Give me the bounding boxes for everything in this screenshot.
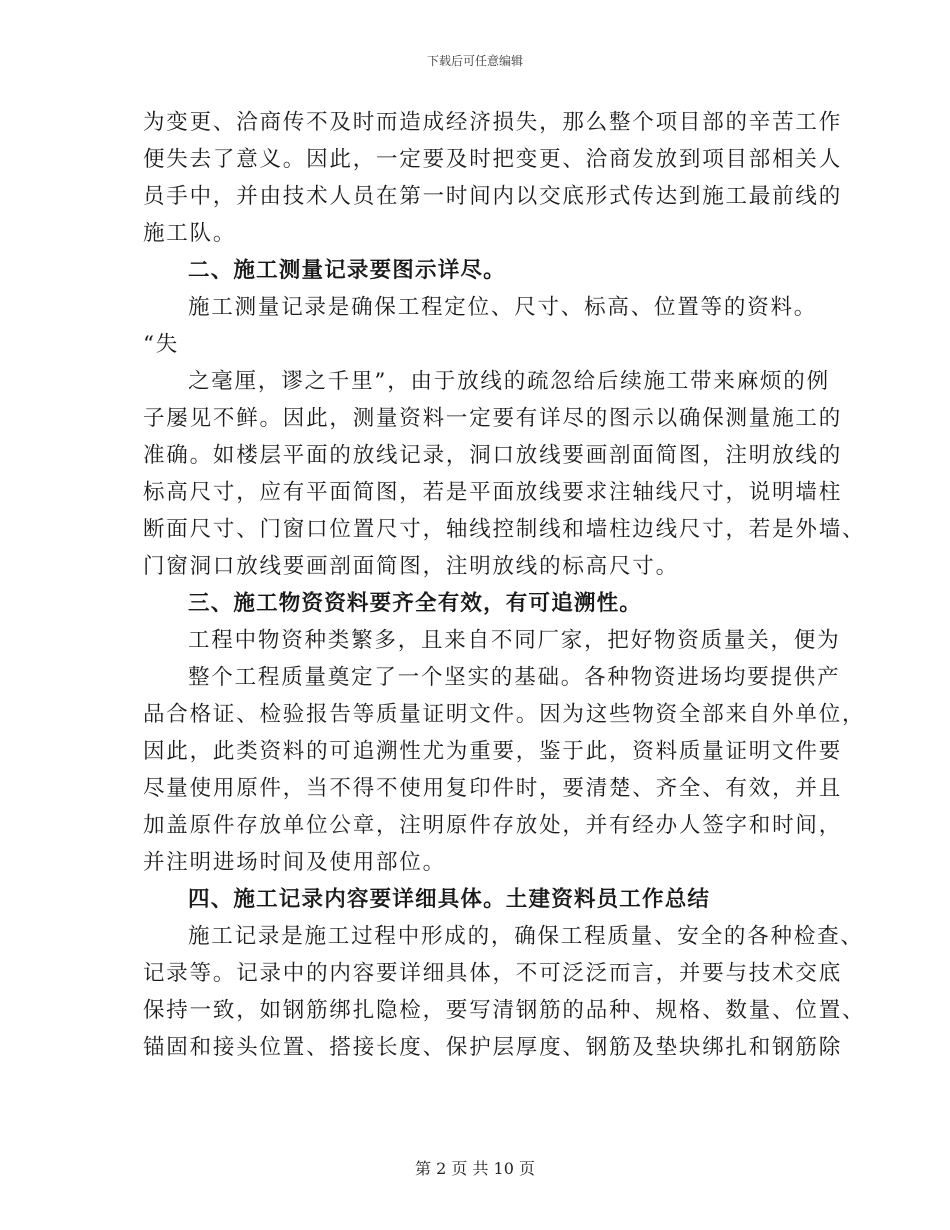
body-line: 保持一致，如钢筋绑扎隐检，要写清钢筋的品种、规格、数量、位置、 (143, 998, 866, 1023)
body-line: “失 (143, 332, 180, 357)
body-line: 工程中物资种类繁多，且来自不同厂家，把好物资质量关，便为 (188, 628, 841, 653)
section-heading: 二、施工测量记录要图示详尽。 (188, 258, 506, 283)
body-line: 员手中，并由技术人员在第一时间内以交底形式传达到施工最前线的 (143, 184, 843, 209)
body-line: 为变更、洽商传不及时而造成经济损失，那么整个项目部的辛苦工作 (143, 110, 843, 135)
body-line: 施工记录是施工过程中形成的，确保工程质量、安全的各种检查、 (188, 924, 864, 949)
body-line: 整个工程质量奠定了一个坚实的基础。各种物资进场均要提供产 (188, 665, 841, 690)
page-footer: 第 2 页 共 10 页 (415, 1159, 535, 1178)
body-line: 品合格证、检验报告等质量证明文件。因为这些物资全部来自外单位， (143, 702, 866, 727)
body-line: 施工测量记录是确保工程定位、尺寸、标高、位置等的资料。 (188, 295, 818, 320)
body-line: 准确。如楼层平面的放线记录，洞口放线要画剖面简图，注明放线的 (143, 443, 843, 468)
body-line: 断面尺寸、门窗口位置尺寸，轴线控制线和墙柱边线尺寸，若是外墙、 (143, 517, 866, 542)
body-line: 并注明进场时间及使用部位。 (143, 850, 446, 875)
body-line: 标高尺寸，应有平面简图，若是平面放线要求注轴线尺寸，说明墙柱 (143, 480, 843, 505)
body-line: 施工队。 (143, 221, 237, 246)
body-line: 加盖原件存放单位公章，注明原件存放处，并有经办人签字和时间， (143, 813, 843, 838)
body-line: 锚固和接头位置、搭接长度、保护层厚度、钢筋及垫块绑扎和钢筋除 (143, 1035, 843, 1060)
body-line: 门窗洞口放线要画剖面简图，注明放线的标高尺寸。 (143, 554, 679, 579)
body-line: 之毫厘，谬之千里”，由于放线的疏忽给后续施工带来麻烦的例 (188, 369, 830, 394)
body-line: 记录等。记录中的内容要详细具体，不可泛泛而言，并要与技术交底 (143, 961, 843, 986)
page-header: 下载后可任意编辑 (426, 54, 523, 68)
body-line: 因此，此类资料的可追溯性尤为重要，鉴于此，资料质量证明文件要 (143, 739, 843, 764)
section-heading: 四、施工记录内容要详细具体。土建资料员工作总结 (188, 887, 711, 912)
section-heading: 三、施工物资资料要齐全有效，有可追溯性。 (188, 591, 643, 616)
body-line: 尽量使用原件，当不得不使用复印件时，要清楚、齐全、有效，并且 (143, 776, 843, 801)
body-line: 便失去了意义。因此，一定要及时把变更、洽商发放到项目部相关人 (143, 147, 843, 172)
body-line: 子屡见不鲜。因此，测量资料一定要有详尽的图示以确保测量施工的 (143, 406, 843, 431)
